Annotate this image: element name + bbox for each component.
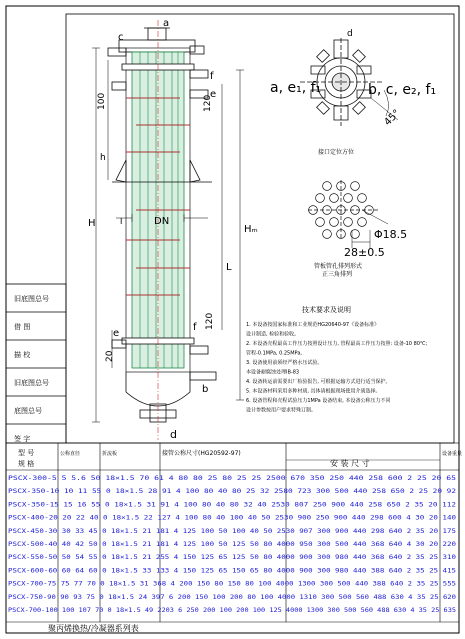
side-row-label: 旧底图总号 [14, 295, 49, 303]
tube-hole [323, 182, 332, 191]
table-row: PSCX-750-90 90 93 75 0 18×1.5 24 397 6 200 150 100 200 80 100 4000 1310 300 500 560 488 630 4 35 25 620 [8, 593, 457, 601]
label-d: d [170, 428, 177, 441]
param-table-header [18, 448, 462, 468]
top-nozzle [148, 28, 166, 40]
nozzle-right-label: b, c, e₂, f₁ [368, 82, 437, 98]
label-dim-100: 100 [97, 92, 107, 110]
note-line: 本设备耐腐蚀处理IB-83 [246, 369, 300, 376]
note-line: 4. 设备转运前需要出厂检验报告, 可根据运输方式进行适当保护。 [246, 379, 391, 385]
note-line: 设计制造, 检验和验收。 [246, 331, 300, 338]
hdr-spec: 规 格 [18, 460, 35, 468]
vessel-drawing [92, 20, 244, 440]
note-line: 5. 本设备材料采用多种材质, 具体请根据现场使用介质选择。 [246, 388, 381, 395]
hdr-tube: 折流板 [102, 451, 118, 457]
side-row-label: 签 字 [14, 435, 31, 443]
table-row: PSCX-400-20 20 22 40 0 18×1.5 22 127 4 100 80 40 100 40 50 2530 900 250 900 440 298 600 4 30 20 140 [8, 514, 457, 522]
support-lug-right [190, 160, 200, 182]
tube-hole [344, 194, 353, 203]
nozzle-top-label: d [347, 29, 353, 39]
note-line: 3. 设备使用前须经严格水压试验。 [246, 360, 323, 366]
angle-label: 45° [382, 107, 403, 129]
support-lug-left [116, 160, 126, 182]
table-row: PSCX-700-100 100 107 70 0 18×1.5 49 2203 6 250 200 100 200 100 125 4000 1300 300 500 560 488 630 4 35 25 635 [8, 607, 457, 614]
table-row: PSCX-700-75 75 77 70 0 18×1.5 31 368 4 200 150 80 150 80 100 4000 1300 300 500 440 388 640 2 35 25 555 [8, 580, 457, 588]
note-line: 2. 本设备壳程最高工作压力按照设计压力, 管程最高工作压力按照: 设备-10 80℃; [246, 341, 428, 347]
side-row-label: 借 图 [14, 323, 31, 331]
label-dim-120b: 120 [205, 312, 215, 330]
tube-hole [330, 218, 339, 227]
label-c: c [118, 32, 124, 43]
label-e: e [210, 89, 217, 100]
tube-layout-caption: 管板管孔排列形式 [314, 263, 363, 270]
hdr-weight: 设备重量 [442, 451, 463, 457]
label-f1: f [193, 322, 197, 333]
tech-notes [246, 305, 428, 414]
label-b: b [202, 384, 209, 395]
tube-hole [330, 194, 339, 203]
tube-hole [323, 230, 332, 239]
label-h-lower: h [100, 153, 106, 163]
nozzle-left-label: a, e₁, f₁ [270, 80, 322, 96]
table-row: PSCX-350-10 10 11 55 0 18×1.5 28 91 4 100 80 40 80 25 32 2580 723 300 500 440 258 650 2 25 20 92 [8, 488, 457, 496]
side-title-rows [14, 294, 49, 443]
label-l: L [226, 262, 232, 273]
hdr-install: 安 装 尺 寸 [330, 459, 370, 468]
side-row-label: 底图总号 [14, 407, 42, 415]
tube-layout-labels [314, 228, 407, 278]
label-e1: e [113, 328, 120, 339]
hdr-nozzle: 接管公称尺寸(HG20592-97) [162, 450, 241, 457]
label-dn: DN [154, 216, 170, 227]
nozzle-upper-left [112, 82, 126, 90]
note-line: 管程-0.1MPa, 0.25MPa。 [246, 350, 306, 357]
table-row: PSCX-550-50 50 54 55 0 18×1.5 21 255 4 150 125 65 125 50 80 4000 900 300 980 440 368 640 2 35 25 310 [8, 554, 457, 562]
param-table-rows [8, 475, 456, 614]
nozzle-view-caption: 接口定位方位 [318, 149, 355, 156]
side-row-label: 旧底图总号 [14, 379, 49, 387]
hdr-model: 型 号 [18, 449, 35, 457]
table-row: PSCX-450-30 30 33 45 0 18×1.5 21 181 4 125 100 50 100 40 50 2530 907 300 900 440 298 640 2 35 20 175 [8, 527, 457, 535]
nozzle-upper-right [190, 46, 204, 54]
label-hm: Hₘ [244, 224, 258, 235]
table-row: PSCX-300-5 5 5.6 50 18×1.5 70 61 4 80 80 25 80 25 25 2500 670 350 250 440 258 600 2 25 20 65 [8, 475, 457, 482]
table-footer-title: 聚丙烯换热/冷凝器系列表 [48, 624, 139, 633]
note-line: 设计参数按用户要求特殊订制。 [246, 407, 317, 414]
tube-hole [316, 194, 325, 203]
param-table-grid [6, 443, 459, 633]
label-f: f [210, 71, 214, 82]
nozzle-upper-right-2 [190, 70, 208, 78]
note-line: 6. 设备管程和壳程试验压力1MPa 设备结束, 本设备公称压力不同 [246, 398, 391, 404]
label-top-a: a [163, 18, 170, 29]
hdr-dn: 公称直径 [60, 451, 81, 457]
hole-diameter-label: Φ18.5 [374, 228, 408, 241]
table-row: PSCX-350-15 15 16 55 0 18×1.5 31 91 4 100 80 40 80 32 40 2530 807 250 900 440 258 650 2 35 20 112 [8, 501, 457, 509]
tube-hole [344, 218, 353, 227]
table-row: PSCX-600-60 60 64 60 0 18×1.5 33 133 4 150 125 65 150 65 80 4000 900 300 980 440 388 640 2 35 25 415 [8, 567, 457, 575]
nozzle-b [190, 372, 216, 380]
tube-hole [316, 218, 325, 227]
nozzle-f1 [190, 346, 208, 354]
notes-title: 技术要求及说明 [302, 306, 351, 314]
label-i: I [120, 217, 123, 226]
table-row: PSCX-500-40 40 42 50 0 18×1.5 21 181 4 125 100 50 125 50 80 4000 950 300 500 440 368 640 4 30 20 220 [8, 541, 457, 548]
tube-hole [351, 182, 360, 191]
side-row-label: 描 校 [14, 351, 31, 359]
label-h: H [88, 218, 96, 229]
pitch-label: 28±0.5 [344, 246, 385, 259]
tube-layout-subcaption: 正三角排列 [322, 271, 353, 278]
label-dim-20: 20 [105, 350, 115, 362]
note-line: 1. 本设备按国家标准和工业规范HG20640-97《设备标准》 [246, 322, 380, 328]
outer-frame [6, 6, 459, 633]
label-dim-120: 120 [203, 94, 213, 112]
top-flange [119, 40, 195, 52]
side-title-block [6, 284, 66, 443]
tube-hole [358, 218, 367, 227]
tube-hole [358, 194, 367, 203]
